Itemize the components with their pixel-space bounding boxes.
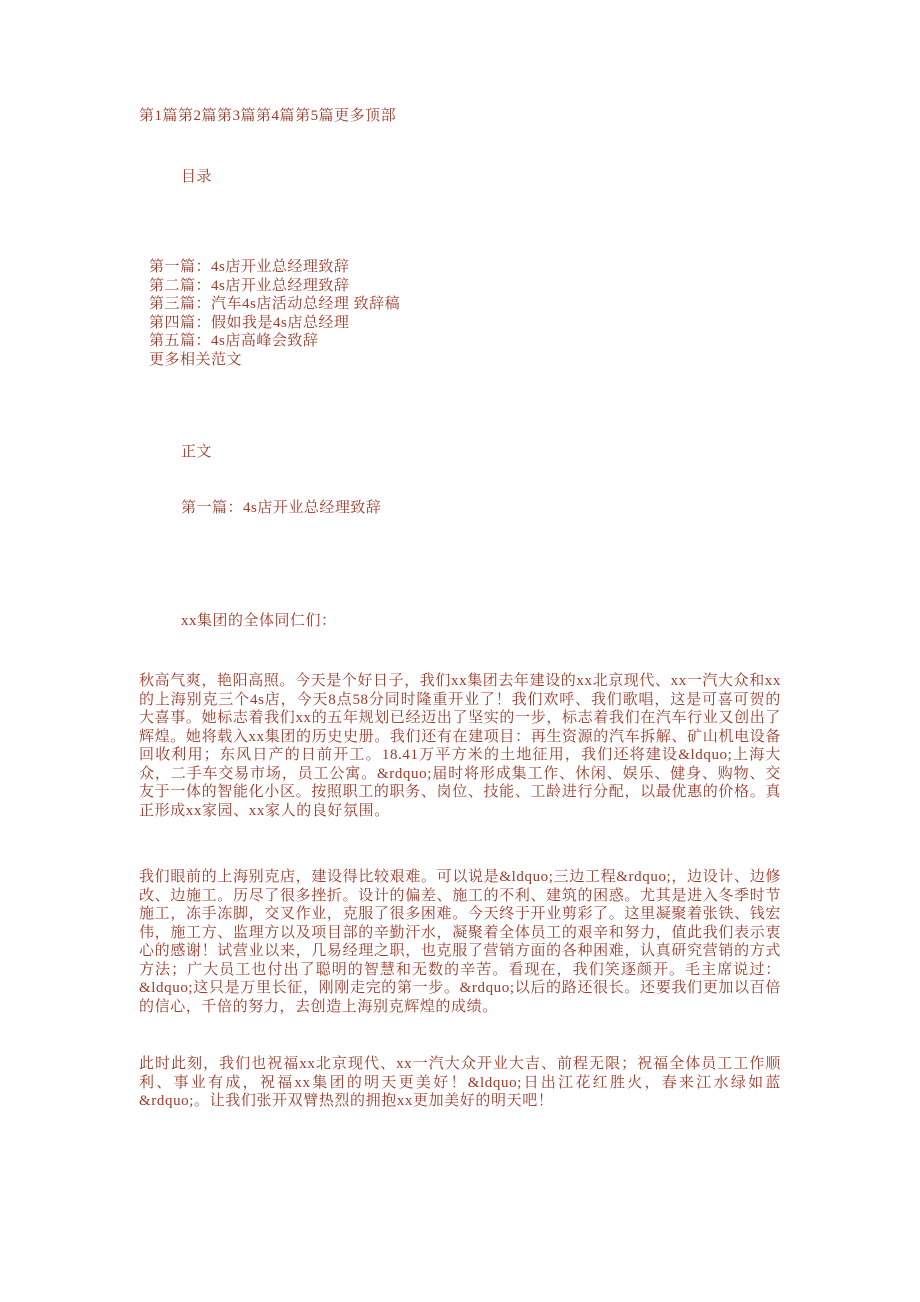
nav-link-part-1[interactable]: 第1篇 xyxy=(139,108,179,124)
paragraph-3: 此时此刻，我们也祝福xx北京现代、xx一汽大众开业大吉、前程无限；祝福全体员工工作顺利、事业有成，祝福xx集团的明天更美好！&ldquo;日出江花红胜火，春来江水绿如蓝&rdquo;。让我们张开双臂热烈的拥抱xx更加美好的明天吧！ xyxy=(139,1056,781,1109)
nav-link-top[interactable]: 顶部 xyxy=(365,108,397,124)
toc-item-2[interactable]: 第二篇：4s店开业总经理致辞 xyxy=(149,277,350,294)
paragraph-1: 秋高气爽，艳阳高照。今天是个好日子，我们xx集团去年建设的xx北京现代、xx一汽大众和xx的上海别克三个4s店，今天8点58分同时隆重开业了！我们欢呼、我们歌唱，这是可喜可贺的大喜事。她标志着我们xx的五年规划已经迈出了坚实的一步，标志着我们在汽车行业又创出了辉煌。她将载入xx集团的历史史册。我们还有在建项目：再生资源的汽车拆解、矿山机电设备回收利用；东风日产的日前开工。18.41万平方米的土地征用，我们还将建设&ldquo;上海大众，二手车交易市场，员工公寓。&rdquo;届时将形成集工作、休闲、娱乐、健身、购物、交友于一体的智能化小区。按照职工的职务、岗位、技能、工龄进行分配，以最优惠的价格。真正形成xx家园、xx家人的良好氛围。 xyxy=(139,673,782,819)
paragraph-2: 我们眼前的上海别克店，建设得比较艰难。可以说是&ldquo;三边工程&rdquo;，边设计、边修改、边施工。历尽了很多挫折。设计的偏差、施工的不利、建筑的困惑。尤其是进入冬季时节施工，冻手冻脚，交叉作业，克服了很多困难。今天终于开业剪彩了。这里凝聚着张铁、钱宏伟，施工方、监理方以及项目部的辛勤汗水，凝聚着全体员工的艰辛和努力，值此我们表示衷心的感谢！试营业以来，几易经理之职，也克服了营销方面的各种困难，认真研究营销的方式方法；广大员工也付出了聪明的智慧和无数的辛苦。看现在，我们笑逐颜开。毛主席说过：&ldquo;这只是万里长征，刚刚走完的第一步。&rdquo;以后的路还很长。还要我们更加以百倍的信心，千倍的努力，去创造上海别克辉煌的成绩。 xyxy=(139,869,781,1015)
section-title: 第一篇：4s店开业总经理致辞 xyxy=(181,500,382,516)
nav-link-part-4[interactable]: 第4篇 xyxy=(256,108,296,124)
nav-link-part-2[interactable]: 第2篇 xyxy=(178,108,218,124)
toc-item-5[interactable]: 第五篇：4s店高峰会致辞 xyxy=(149,333,319,349)
toc-item-3[interactable]: 第三篇：汽车4s店活动总经理 致辞稿 xyxy=(149,296,401,312)
toc-item-1[interactable]: 第一篇：4s店开业总经理致辞 xyxy=(149,259,350,275)
nav-link-part-5[interactable]: 第5篇 xyxy=(295,108,335,124)
nav-link-part-3[interactable]: 第3篇 xyxy=(217,108,257,124)
toc-item-more-related[interactable]: 更多相关范文 xyxy=(149,351,243,368)
toc-list xyxy=(139,258,781,369)
top-navigation xyxy=(139,107,781,126)
toc-heading: 目录 xyxy=(181,169,213,185)
toc-item-4[interactable]: 第四篇：假如我是4s店总经理 xyxy=(149,314,350,331)
body-heading: 正文 xyxy=(181,444,213,460)
nav-link-more[interactable]: 更多 xyxy=(334,108,366,124)
salutation: xx集团的全体同仁们： xyxy=(181,613,337,629)
